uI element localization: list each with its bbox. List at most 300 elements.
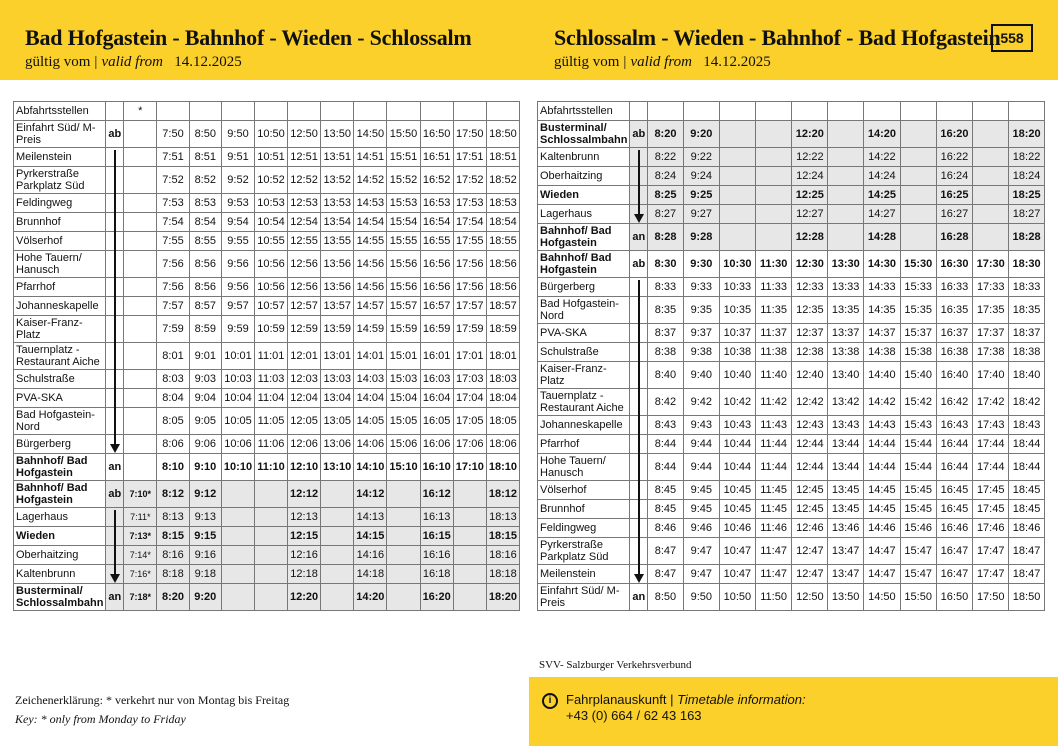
departure-time: 11:30 [755,251,792,278]
timetable-row [538,205,1045,224]
departure-time: 16:45 [936,481,973,500]
header-cell [755,102,792,121]
header-row [538,102,1045,121]
info-icon: i [542,693,558,709]
timetable-row [14,213,520,232]
departure-time: 10:52 [255,167,288,194]
valid-label-en: valid from [101,54,163,70]
departure-time: 13:38 [828,343,864,362]
departure-time: 15:01 [387,343,420,370]
departure-time: 18:37 [1009,324,1045,343]
stop-name: Völserhof [14,232,106,251]
departure-time: 9:04 [189,389,221,408]
departure-time: 16:05 [420,408,453,435]
departure-time: 14:20 [354,584,387,611]
timetable-row [14,148,520,167]
timetable-row [538,224,1045,251]
departure-time [453,584,486,611]
departure-time: 16:45 [936,500,973,519]
departure-time: 14:28 [864,224,901,251]
departure-time: 9:40 [683,362,719,389]
departure-time: 18:46 [1009,519,1045,538]
operator-name: SVV- Salzburger Verkehrsverbund [539,659,692,671]
departure-time: 10:40 [719,362,755,389]
departure-time: 17:54 [453,213,486,232]
departure-time: 12:56 [288,251,321,278]
timetable-row [14,316,520,343]
departure-time: 17:44 [973,435,1009,454]
departure-time: 8:20 [157,584,189,611]
valid-label-en: valid from [630,54,692,70]
departure-time: 18:56 [486,251,519,278]
departure-time: 8:51 [189,148,221,167]
departure-time [321,508,354,527]
stop-name: PVA-SKA [538,324,630,343]
departure-time: 16:35 [936,297,973,324]
departure-time: 14:45 [864,481,901,500]
timetable-row [538,297,1045,324]
departure-time: 18:05 [486,408,519,435]
departure-time: 8:35 [648,297,683,324]
arr-dep-marker: ab [630,251,648,278]
departure-time [755,186,792,205]
info-label-en: Timetable information: [677,692,806,707]
stop-name: Brunnhof [14,213,106,232]
departure-time: 9:51 [221,148,254,167]
timetable-row [14,508,520,527]
departure-time [973,186,1009,205]
departure-time [321,584,354,611]
departure-time: 12:56 [288,278,321,297]
departure-time: 13:46 [828,519,864,538]
departure-time: 12:44 [792,435,828,454]
departure-time: 16:54 [420,213,453,232]
departure-time: 13:37 [828,324,864,343]
departure-time: 8:33 [648,278,683,297]
departure-time [453,546,486,565]
departure-time: 8:38 [648,343,683,362]
departure-time: 13:42 [828,389,864,416]
arr-dep-marker: an [106,454,124,481]
departure-time: 12:05 [288,408,321,435]
departure-time: 15:50 [387,121,420,148]
departure-time: 12:03 [288,370,321,389]
departure-time: 14:05 [354,408,387,435]
departure-time: 8:43 [648,416,683,435]
departure-time: 18:01 [486,343,519,370]
departure-time: 15:57 [387,297,420,316]
stop-name: Busterminal/ Schlossalmbahn [538,121,630,148]
departure-time: 18:44 [1009,454,1045,481]
departure-time: 15:30 [900,251,936,278]
departure-time: 13:06 [321,435,354,454]
departure-time: 8:15 [157,527,189,546]
stop-name: Kaiser-Franz- Platz [14,316,106,343]
departure-time: 7:18* [124,584,157,611]
departure-time: 12:37 [792,324,828,343]
timetable-row [538,362,1045,389]
departure-time: 13:40 [828,362,864,389]
departure-time: 18:30 [1009,251,1045,278]
departure-time: 15:50 [900,584,936,611]
timetable-row [538,538,1045,565]
departure-time [755,205,792,224]
departure-time: 11:45 [755,500,792,519]
stop-name: Meilenstein [14,148,106,167]
departure-time: 13:53 [321,194,354,213]
departure-time [124,148,157,167]
departure-time: 8:50 [189,121,221,148]
departure-time: 15:55 [387,232,420,251]
departure-time: 9:45 [683,500,719,519]
departure-time: 10:45 [719,481,755,500]
departure-time: 18:12 [486,481,519,508]
stop-name: PVA-SKA [14,389,106,408]
departure-time: 18:24 [1009,167,1045,186]
departure-time [828,148,864,167]
header-cell [420,102,453,121]
departure-time: 8:27 [648,205,683,224]
departure-time: 7:57 [157,297,189,316]
stop-name: Bad Hofgastein- Nord [538,297,630,324]
departure-time: 9:44 [683,454,719,481]
departure-time: 11:46 [755,519,792,538]
departure-time: 12:35 [792,297,828,324]
header-cell [321,102,354,121]
departure-time: 9:33 [683,278,719,297]
departure-time: 13:10 [321,454,354,481]
departure-time [255,481,288,508]
departure-time: 12:01 [288,343,321,370]
departure-time [453,481,486,508]
departure-time [124,251,157,278]
stop-name: Lagerhaus [14,508,106,527]
departure-time: 10:46 [719,519,755,538]
header-cell [973,102,1009,121]
departure-time: 12:40 [792,362,828,389]
departure-time: 17:10 [453,454,486,481]
stop-name: Bahnhof/ Bad Hofgastein [14,481,106,508]
departure-time [755,148,792,167]
departure-time: 18:04 [486,389,519,408]
departure-time: 8:13 [157,508,189,527]
departure-time: 16:04 [420,389,453,408]
header-cell [900,102,936,121]
departure-time: 18:13 [486,508,519,527]
departure-time: 14:12 [354,481,387,508]
departure-time: 17:05 [453,408,486,435]
departure-time: 15:10 [387,454,420,481]
departure-time [719,167,755,186]
departure-time: 10:10 [221,454,254,481]
departure-time [255,527,288,546]
departure-time: 9:24 [683,167,719,186]
stop-name: Meilenstein [538,565,630,584]
departure-time: 18:47 [1009,538,1045,565]
departure-time: 14:51 [354,148,387,167]
departure-time: 8:50 [648,584,683,611]
departure-time: 10:45 [719,500,755,519]
arr-dep-marker: ab [630,121,648,148]
stop-name: Johanneskapelle [538,416,630,435]
departure-time: 15:47 [900,538,936,565]
header-cell [630,102,648,121]
departure-time: 16:01 [420,343,453,370]
departure-time: 9:53 [221,194,254,213]
departure-time: 18:43 [1009,416,1045,435]
departure-time: 9:12 [189,481,221,508]
departure-time: 9:56 [221,251,254,278]
arr-dep-marker: ab [106,481,124,508]
departure-time: 14:40 [864,362,901,389]
departure-time: 14:16 [354,546,387,565]
timetable-row [538,121,1045,148]
departure-time: 8:44 [648,435,683,454]
timetable-row [14,370,520,389]
departure-time [124,297,157,316]
departure-time: 18:54 [486,213,519,232]
timetable-row [14,167,520,194]
departure-time [124,167,157,194]
departure-time: 11:40 [755,362,792,389]
departure-time [973,148,1009,167]
direction-arrow [638,280,640,574]
header-cell [1009,102,1045,121]
departure-time [719,121,755,148]
departure-time: 18:35 [1009,297,1045,324]
phone-number[interactable]: +43 (0) 664 / 62 43 163 [566,708,702,723]
timetable-row [14,251,520,278]
departure-time: 9:01 [189,343,221,370]
header-cell [792,102,828,121]
departure-time: 17:53 [453,194,486,213]
departure-time: 9:52 [221,167,254,194]
departure-time: 12:43 [792,416,828,435]
departure-time [387,546,420,565]
departure-time: 8:45 [648,481,683,500]
departure-time: 17:30 [973,251,1009,278]
departure-time: 16:44 [936,454,973,481]
departure-time [387,527,420,546]
departure-time: 8:57 [189,297,221,316]
departure-time: 18:51 [486,148,519,167]
departure-time: 15:56 [387,278,420,297]
departure-time: 17:06 [453,435,486,454]
departure-time: 17:35 [973,297,1009,324]
departure-time: 11:44 [755,435,792,454]
departure-time: 14:37 [864,324,901,343]
departure-time: 12:52 [288,167,321,194]
departure-time [828,186,864,205]
departure-time: 18:59 [486,316,519,343]
departure-time [828,205,864,224]
departure-time: 12:55 [288,232,321,251]
departure-time: 7:56 [157,278,189,297]
departure-time [719,186,755,205]
departure-time: 8:01 [157,343,189,370]
departure-time: 16:27 [936,205,973,224]
departure-time: 17:40 [973,362,1009,389]
departure-time: 11:47 [755,538,792,565]
departure-time: 15:04 [387,389,420,408]
departure-time: 12:38 [792,343,828,362]
arr-dep-marker: an [630,584,648,611]
departure-time: 7:56 [157,251,189,278]
departure-time [453,565,486,584]
departure-time [124,232,157,251]
departure-time [255,546,288,565]
stop-name: Pyrkerstraße Parkplatz Süd [14,167,106,194]
departure-time [321,565,354,584]
departure-time: 16:18 [420,565,453,584]
departure-time: 15:46 [900,519,936,538]
departure-time: 9:44 [683,435,719,454]
departure-time: 8:16 [157,546,189,565]
stop-name: Bürgerberg [538,278,630,297]
departure-time [387,584,420,611]
departure-time: 18:44 [1009,435,1045,454]
arr-dep-marker: ab [106,121,124,148]
timetable-row [14,389,520,408]
departure-time: 9:18 [189,565,221,584]
timetable-row [538,167,1045,186]
departure-time [124,370,157,389]
departure-time: 13:30 [828,251,864,278]
departure-time: 9:27 [683,205,719,224]
departure-time: 18:52 [486,167,519,194]
departure-time: 18:03 [486,370,519,389]
departure-time [755,224,792,251]
departure-time: 12:15 [288,527,321,546]
departure-time: 9:35 [683,297,719,324]
departure-time: 14:30 [864,251,901,278]
departure-time: 8:47 [648,565,683,584]
departure-time: 10:54 [255,213,288,232]
departure-time: 15:56 [387,251,420,278]
departure-time: 14:46 [864,519,901,538]
departure-time [321,546,354,565]
departure-time [755,167,792,186]
departure-time: 18:38 [1009,343,1045,362]
departure-time: 13:05 [321,408,354,435]
departure-time: 14:52 [354,167,387,194]
departure-time: 10:44 [719,454,755,481]
departure-time: 14:59 [354,316,387,343]
departure-time: 12:06 [288,435,321,454]
departure-time [255,584,288,611]
departure-time: 12:45 [792,481,828,500]
departure-time: 11:01 [255,343,288,370]
departure-time: 8:30 [648,251,683,278]
stop-name: Pfarrhof [538,435,630,454]
departure-time: 14:03 [354,370,387,389]
departure-time [387,481,420,508]
departure-time: 9:10 [189,454,221,481]
departure-time: 17:57 [453,297,486,316]
departure-time: 18:50 [1009,584,1045,611]
departure-time: 9:50 [683,584,719,611]
departure-time: 10:55 [255,232,288,251]
timetable-row [14,584,520,611]
departure-time: 14:56 [354,251,387,278]
header-cell [683,102,719,121]
departure-time: 10:50 [719,584,755,611]
departure-time [387,565,420,584]
stop-name: Kaltenbrunn [14,565,106,584]
departure-time: 8:06 [157,435,189,454]
departure-time [387,508,420,527]
departure-time: 13:01 [321,343,354,370]
departure-time: 14:47 [864,565,901,584]
departure-time [900,121,936,148]
valid-label-de: gültig vom [554,54,620,70]
departure-time: 12:57 [288,297,321,316]
departure-time: 16:56 [420,278,453,297]
departure-time [973,167,1009,186]
departure-time [124,408,157,435]
departure-time [453,508,486,527]
departure-time: 9:05 [189,408,221,435]
departure-time: 11:35 [755,297,792,324]
departure-time: 13:52 [321,167,354,194]
stop-name: Schulstraße [538,343,630,362]
departure-time [900,224,936,251]
departure-time: 15:05 [387,408,420,435]
departure-time: 11:45 [755,481,792,500]
departure-time: 11:47 [755,565,792,584]
timetable-row [538,389,1045,416]
departure-time: 8:05 [157,408,189,435]
departure-time [900,167,936,186]
departure-time: 14:44 [864,435,901,454]
departure-time: 10:44 [719,435,755,454]
timetable-return [537,101,1045,611]
departure-time: 9:38 [683,343,719,362]
stop-name: Bahnhof/ Bad Hofgastein [14,454,106,481]
timetable-row [538,519,1045,538]
departure-time: 12:50 [792,584,828,611]
departure-time: 16:40 [936,362,973,389]
departure-time: 16:13 [420,508,453,527]
departure-time: 12:12 [288,481,321,508]
direction-arrow [638,150,640,214]
header-cell [486,102,519,121]
departure-time: 8:28 [648,224,683,251]
departure-time [321,481,354,508]
departure-time [221,508,254,527]
departure-time: 8:18 [157,565,189,584]
departure-time: 14:10 [354,454,387,481]
departure-time: 15:47 [900,565,936,584]
departure-time: 13:47 [828,538,864,565]
departure-time: 18:50 [486,121,519,148]
left-title: Bad Hofgastein - Bahnhof - Wieden - Schlossalm [25,25,472,50]
departure-time [124,121,157,148]
arr-dep-marker: an [630,224,648,251]
departure-time [124,343,157,370]
departure-time: 12:59 [288,316,321,343]
departure-time: 12:30 [792,251,828,278]
departure-time: 17:03 [453,370,486,389]
departure-time: 15:37 [900,324,936,343]
departure-time: 11:43 [755,416,792,435]
direction-arrow [114,510,116,574]
timetable-row [538,343,1045,362]
departure-time: 12:51 [288,148,321,167]
departure-time: 7:50 [157,121,189,148]
header-cell [864,102,901,121]
departure-time: 14:20 [864,121,901,148]
